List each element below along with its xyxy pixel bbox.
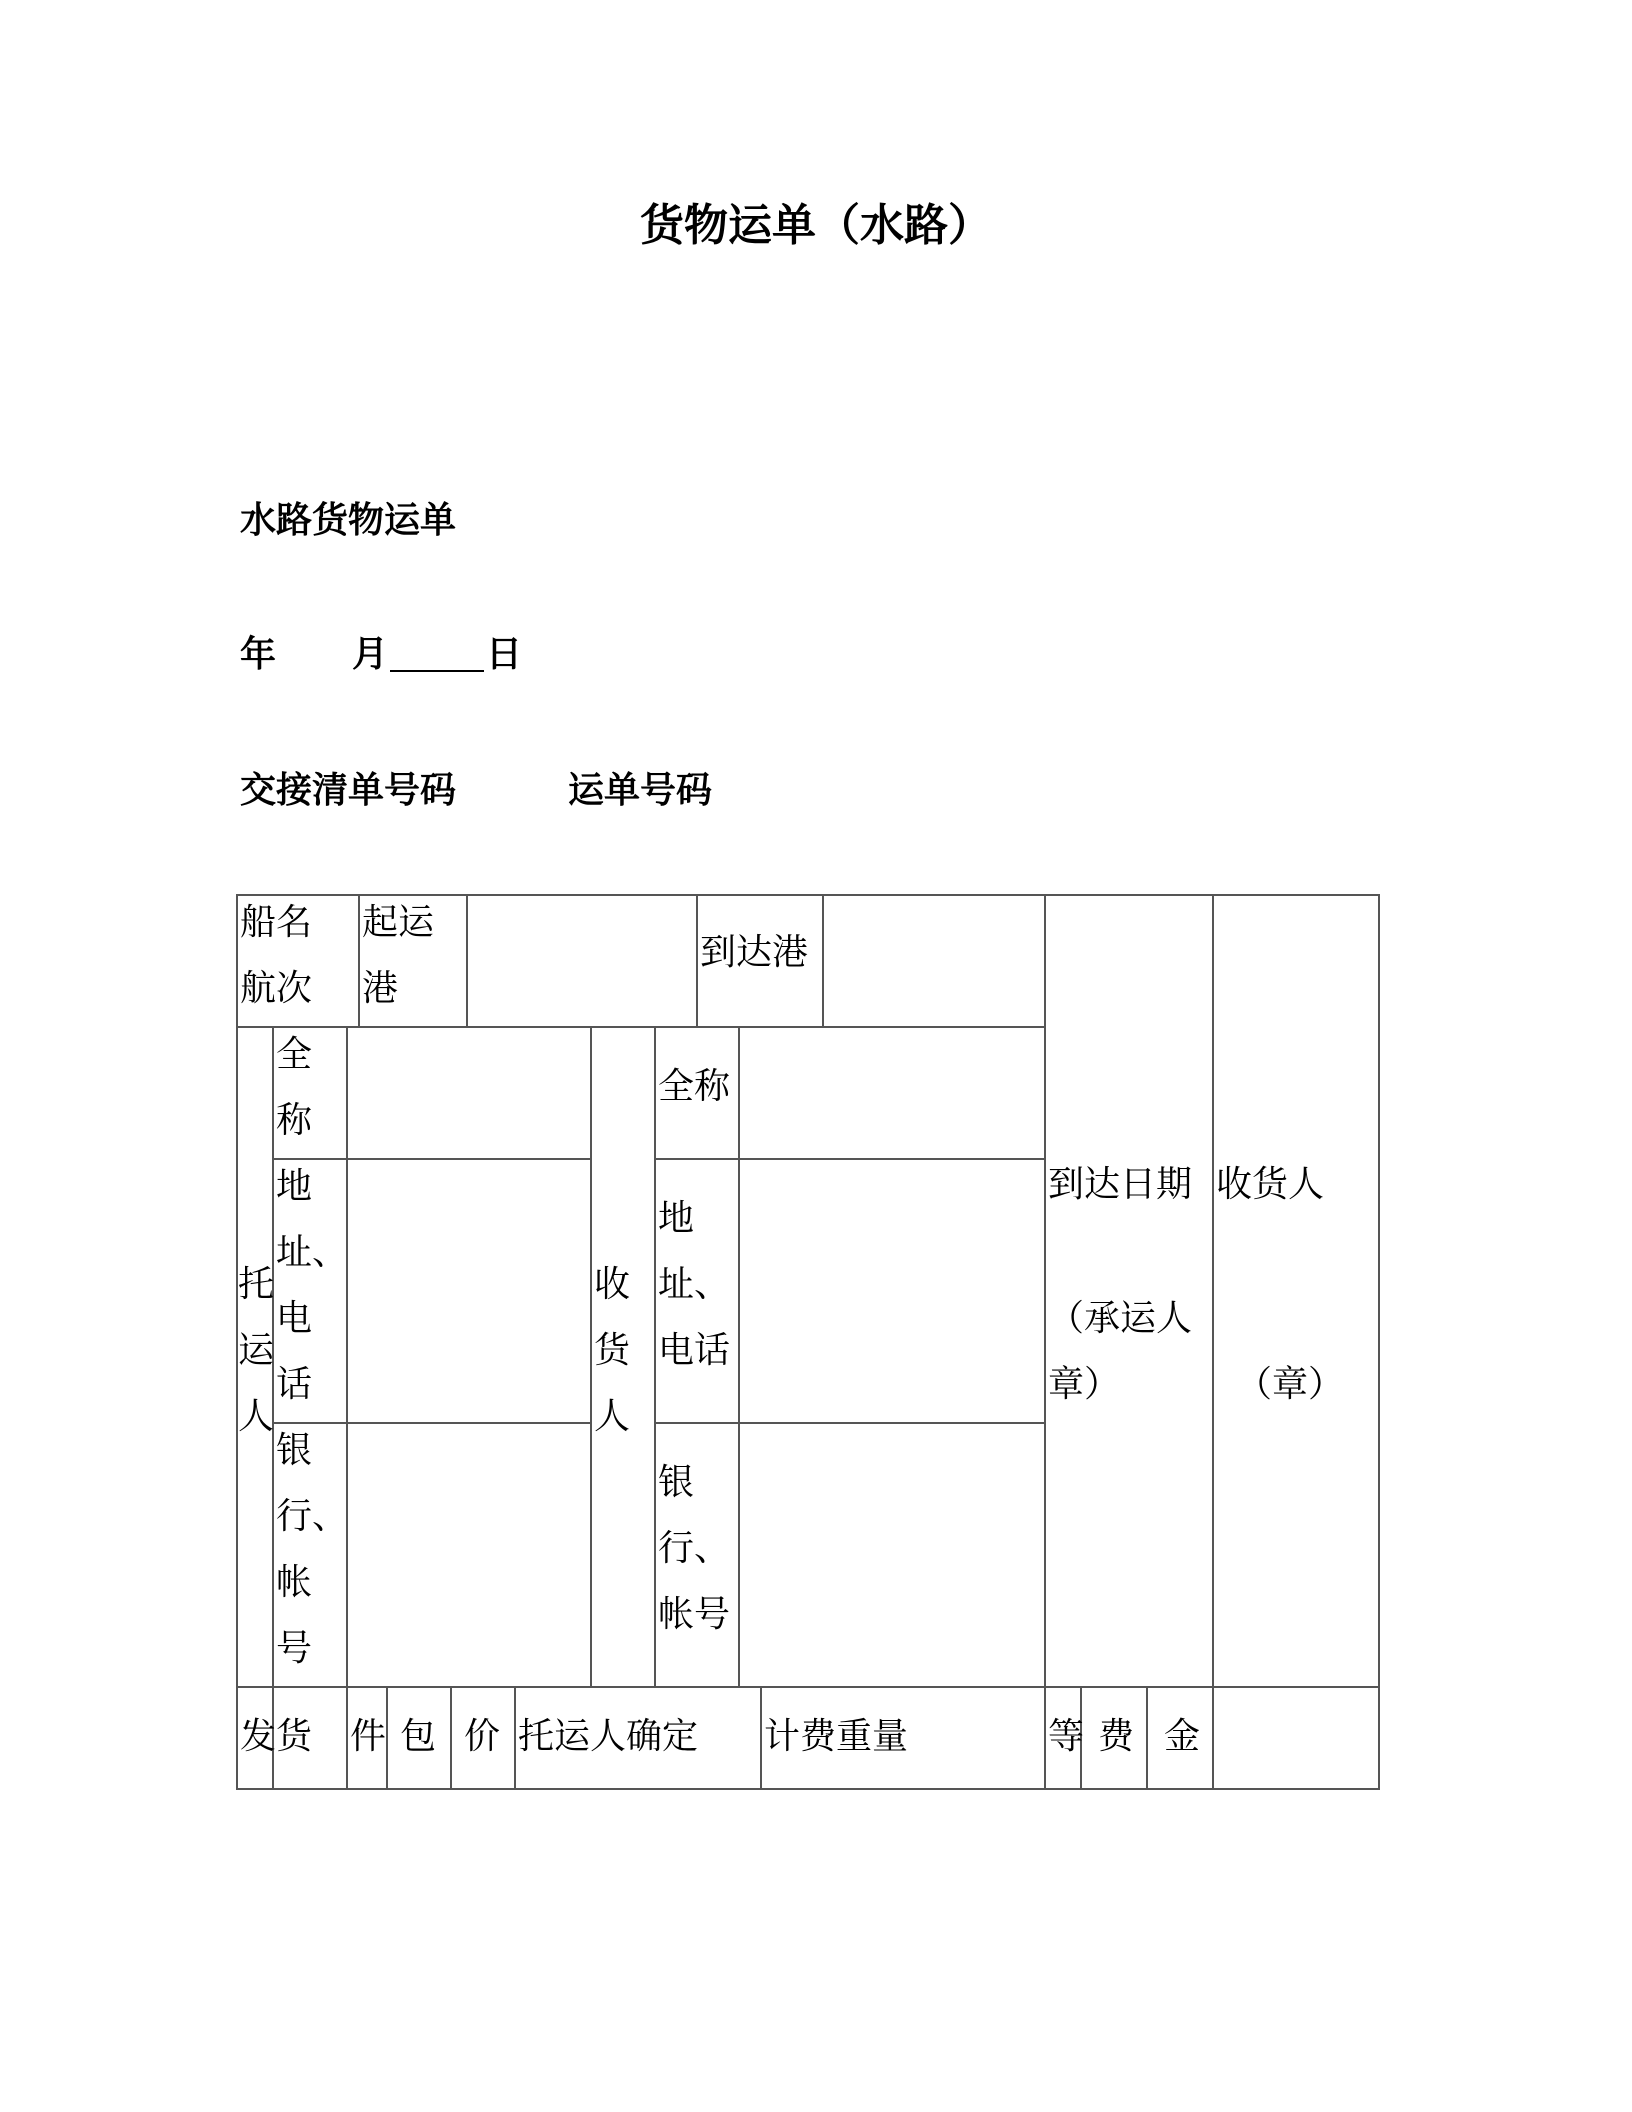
consignee-full-name-label: 全称 (658, 1066, 731, 1107)
arrival-port-field[interactable] (824, 898, 1042, 1024)
month-label: 月 (352, 634, 389, 675)
col-pieces: 件 (350, 1716, 387, 1757)
departure-port-field[interactable] (468, 898, 694, 1024)
col-fee: 费 (1098, 1716, 1135, 1757)
col-grade: 等 (1048, 1716, 1085, 1757)
arrival-port-label: 到达港 (700, 932, 809, 973)
consignee-address-phone-label: 地址、电话 (658, 1198, 731, 1371)
col-package: 包 (400, 1716, 437, 1757)
col-goods: 货 (276, 1716, 313, 1757)
consignee-full-name-field[interactable] (740, 1030, 1042, 1156)
arrival-date-label: 到达日期 (1048, 1164, 1193, 1205)
ship-voyage-label: 船名航次 (240, 902, 313, 1009)
day-label: 日 (486, 634, 523, 675)
handover-list-number-label: 交接清单号码 (240, 770, 457, 811)
col-value: 价 (464, 1716, 501, 1757)
shipper-address-phone-field[interactable] (348, 1162, 588, 1420)
col-ship: 发 (240, 1716, 277, 1757)
col-amount: 金 (1164, 1716, 1201, 1757)
shipper-label: 托运人 (238, 1264, 275, 1437)
consignee-label: 收货人 (594, 1264, 631, 1437)
document-subtitle: 水路货物运单 (240, 500, 457, 541)
shipper-full-name-field[interactable] (348, 1030, 588, 1156)
document-title: 货物运单（水路） (640, 200, 992, 251)
shipper-address-phone-label: 地址、电话 (276, 1166, 349, 1405)
shipper-full-name-label: 全称 (276, 1034, 313, 1141)
consignee-seal-title: 收货人 (1216, 1164, 1325, 1205)
departure-port-label: 起运港 (362, 902, 435, 1009)
waybill-number-label: 运单号码 (568, 770, 713, 811)
col-billing-weight: 计费重量 (764, 1716, 909, 1757)
shipper-bank-account-field[interactable] (348, 1426, 588, 1684)
carrier-seal-label: （承运人章） (1048, 1298, 1193, 1405)
col-blank-field[interactable] (1214, 1690, 1378, 1786)
shipper-bank-account-label: 银行、帐号 (276, 1430, 349, 1669)
year-label: 年 (240, 634, 277, 675)
consignee-address-phone-field[interactable] (740, 1162, 1042, 1420)
consignee-bank-account-field[interactable] (740, 1426, 1042, 1684)
col-shipper-confirm: 托运人确定 (518, 1716, 699, 1757)
consignee-seal-label: （章） (1236, 1364, 1345, 1405)
consignee-bank-account-label: 银行、帐号 (658, 1462, 731, 1635)
